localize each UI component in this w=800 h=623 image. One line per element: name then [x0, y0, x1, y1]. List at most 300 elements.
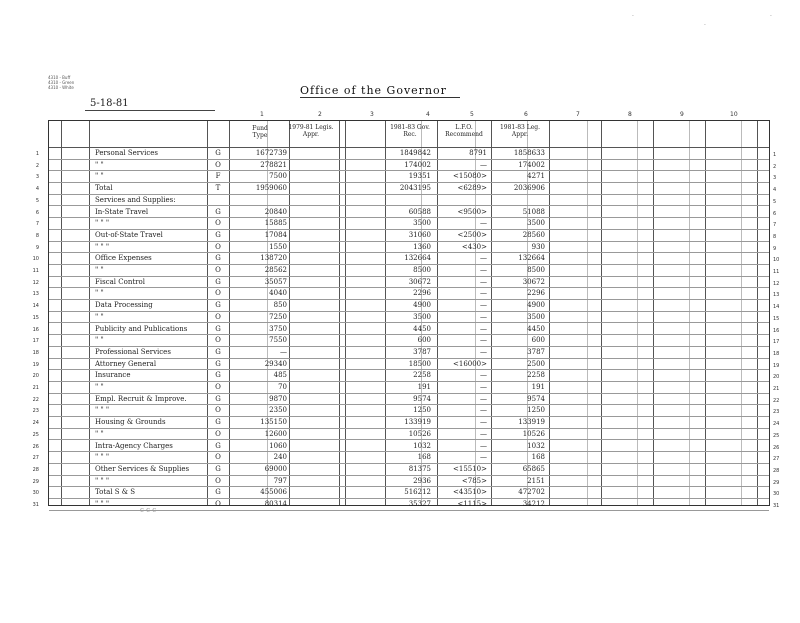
row-legis-appr-79-81: 80314: [264, 500, 287, 508]
row-description: Personal Services: [95, 149, 158, 157]
row-gov-rec-81-83: 174002: [404, 160, 431, 169]
row-fund-type: O: [215, 266, 221, 274]
row-lfo-recommend: —: [480, 347, 487, 356]
row-fund-type: O: [215, 160, 221, 169]
row-fund-type: O: [215, 476, 221, 485]
row-gov-rec-81-83: 191: [417, 383, 431, 391]
row-number: 3: [35, 174, 39, 181]
row-leg-appr-81-83: 1032: [527, 441, 545, 450]
date: 5-18-81: [90, 98, 129, 109]
row-fund-type: O: [215, 429, 221, 438]
row-lfo-recommend: <15080>: [453, 172, 487, 181]
column-number: 3: [370, 111, 374, 118]
row-fund-type: G: [215, 324, 221, 333]
row-description: " ": [95, 312, 104, 321]
row-number-right: 4: [773, 187, 777, 194]
row-lfo-recommend: <16000>: [453, 359, 487, 368]
row-number: 5: [35, 197, 39, 204]
row-number-right: 24: [773, 421, 780, 428]
row-legis-appr-79-81: 7250: [269, 312, 287, 321]
table-row: [35, 195, 777, 207]
row-description: " ": [95, 266, 104, 274]
table-row: [32, 288, 780, 300]
row-number: 10: [32, 256, 39, 263]
column-number: 8: [628, 111, 632, 118]
row-number-right: 11: [773, 269, 780, 275]
row-leg-appr-81-83: 472702: [518, 488, 545, 497]
row-number: 22: [32, 396, 39, 403]
row-leg-appr-81-83: 65865: [522, 464, 545, 473]
row-number-right: 17: [773, 339, 780, 346]
row-leg-appr-81-83: 2500: [527, 359, 545, 368]
row-legis-appr-79-81: 28562: [264, 266, 287, 274]
row-number-right: 8: [773, 233, 777, 240]
row-fund-type: O: [215, 242, 221, 251]
row-gov-rec-81-83: 1360: [413, 242, 431, 251]
column-number: 2: [318, 111, 322, 118]
header-col2: 1981-83 Gov. Rec.: [390, 124, 430, 138]
table-row: [32, 300, 780, 312]
row-number: 13: [32, 291, 39, 298]
row-number: 2: [35, 162, 39, 169]
row-lfo-recommend: —: [480, 312, 487, 321]
header-fund-type: Fund Type: [252, 125, 268, 139]
row-lfo-recommend: —: [480, 301, 487, 310]
row-gov-rec-81-83: 1250: [413, 406, 431, 415]
table-row: [32, 499, 780, 511]
row-lfo-recommend: —: [480, 160, 487, 169]
table-row: [32, 324, 780, 336]
row-gov-rec-81-83: 516212: [404, 488, 431, 497]
row-legis-appr-79-81: 485: [273, 371, 287, 380]
row-number-right: 19: [773, 362, 780, 369]
row-leg-appr-81-83: 174002: [518, 160, 545, 169]
form-code: 4310 - Green: [48, 80, 75, 85]
row-leg-appr-81-83: 3500: [527, 219, 545, 228]
row-legis-appr-79-81: 70: [278, 383, 287, 391]
form-codes: [48, 75, 74, 90]
row-number: 19: [32, 361, 39, 368]
row-number: 29: [32, 478, 39, 485]
row-number: 18: [32, 349, 39, 356]
row-fund-type: G: [215, 441, 221, 450]
row-description: " ": [95, 289, 104, 298]
column-number: 9: [680, 111, 684, 118]
column-number: 5: [470, 111, 474, 118]
row-legis-appr-79-81: 138720: [260, 254, 287, 263]
row-fund-type: G: [215, 149, 221, 157]
row-number: 27: [32, 455, 39, 462]
row-leg-appr-81-83: 8500: [527, 266, 545, 274]
row-lfo-recommend: —: [480, 441, 487, 450]
table-row: [32, 382, 780, 394]
row-lfo-recommend: <15510>: [453, 464, 487, 473]
header-col4: 1981-83 Leg. Appr.: [499, 124, 541, 138]
row-number: 28: [32, 466, 39, 473]
row-gov-rec-81-83: 1032: [413, 441, 431, 450]
row-fund-type: G: [215, 230, 221, 239]
row-legis-appr-79-81: 1672739: [255, 149, 287, 157]
table-row: [32, 277, 780, 289]
row-number: 26: [32, 443, 39, 450]
table-row: [32, 487, 780, 499]
row-leg-appr-81-83: 4900: [527, 301, 545, 310]
row-lfo-recommend: —: [480, 394, 487, 403]
header-col3: L.F.O. Recommend: [445, 124, 483, 138]
row-fund-type: G: [215, 254, 221, 263]
row-leg-appr-81-83: 1250: [527, 406, 545, 415]
row-gov-rec-81-83: 9574: [413, 394, 431, 403]
row-lfo-recommend: <1115>: [457, 500, 487, 508]
row-leg-appr-81-83: 3787: [527, 347, 545, 356]
row-description: " " ": [95, 476, 110, 485]
row-legis-appr-79-81: 35057: [264, 277, 287, 286]
row-fund-type: O: [215, 312, 221, 321]
table-row: [32, 452, 780, 464]
table-row: [32, 335, 780, 347]
row-number-right: 1: [773, 152, 777, 158]
row-fund-type: O: [215, 406, 221, 415]
row-description: Out-of-State Travel: [95, 230, 163, 239]
table-row: [35, 183, 777, 195]
row-description: Professional Services: [95, 347, 171, 356]
row-fund-type: O: [215, 219, 221, 228]
row-gov-rec-81-83: 2296: [413, 289, 431, 298]
row-fund-type: G: [215, 359, 221, 368]
row-number: 11: [32, 268, 39, 274]
row-number-right: 13: [773, 292, 780, 299]
row-lfo-recommend: —: [480, 289, 487, 298]
table-row: [32, 394, 780, 406]
row-lfo-recommend: <43510>: [453, 488, 487, 497]
row-gov-rec-81-83: 35327: [408, 500, 431, 508]
row-leg-appr-81-83: 34212: [522, 500, 545, 508]
table-row: [32, 417, 780, 429]
row-description: In-State Travel: [95, 207, 149, 216]
row-lfo-recommend: <6289>: [457, 184, 487, 193]
row-lfo-recommend: 8791: [469, 149, 487, 157]
row-leg-appr-81-83: 3500: [527, 312, 545, 321]
column-number: 10: [730, 111, 738, 118]
row-leg-appr-81-83: 2036906: [513, 184, 545, 193]
row-legis-appr-79-81: 1550: [269, 242, 287, 251]
row-description: Fiscal Control: [95, 277, 145, 286]
row-gov-rec-81-83: 3500: [413, 312, 431, 321]
row-fund-type: G: [215, 301, 221, 310]
row-lfo-recommend: <2500>: [457, 230, 487, 239]
row-leg-appr-81-83: 600: [531, 336, 545, 345]
form-code: 4310 - White: [48, 85, 74, 90]
row-number: 23: [32, 408, 39, 415]
row-number-right: 16: [773, 327, 780, 334]
row-number-right: 6: [773, 210, 777, 217]
row-lfo-recommend: <785>: [461, 476, 487, 485]
row-legis-appr-79-81: 455006: [260, 488, 287, 497]
row-leg-appr-81-83: 930: [531, 242, 545, 251]
row-number-right: 20: [773, 374, 780, 381]
row-description: " ": [95, 383, 104, 391]
row-fund-type: G: [215, 347, 221, 356]
row-legis-appr-79-81: 9870: [269, 394, 287, 403]
row-number: 30: [32, 490, 39, 497]
row-gov-rec-81-83: 81375: [408, 464, 431, 473]
row-leg-appr-81-83: 30672: [522, 277, 545, 286]
row-leg-appr-81-83: 4271: [527, 172, 545, 181]
row-number: 16: [32, 326, 39, 333]
row-number: 8: [35, 232, 39, 239]
row-number: 17: [32, 338, 39, 345]
table-row: [35, 160, 777, 172]
table-row: [32, 370, 780, 382]
row-number-right: 25: [773, 432, 780, 439]
row-number: 21: [32, 385, 39, 391]
table-row: [32, 253, 780, 265]
row-gov-rec-81-83: 2258: [413, 371, 431, 380]
row-leg-appr-81-83: 132664: [518, 254, 545, 263]
row-number-right: 23: [773, 409, 780, 416]
stray-mark: ·: [704, 22, 706, 29]
row-fund-type: G: [215, 394, 221, 403]
row-legis-appr-79-81: 29340: [264, 359, 287, 368]
table-row: [32, 429, 780, 441]
row-fund-type: F: [215, 172, 221, 181]
row-fund-type: G: [215, 488, 221, 497]
row-gov-rec-81-83: 3787: [413, 347, 431, 356]
row-gov-rec-81-83: 8500: [413, 266, 431, 274]
row-number: 25: [32, 431, 39, 438]
row-gov-rec-81-83: 600: [417, 336, 431, 345]
row-number-right: 29: [773, 479, 780, 486]
row-lfo-recommend: —: [480, 277, 487, 286]
row-leg-appr-81-83: 10526: [522, 429, 545, 438]
row-number: 12: [32, 279, 39, 286]
row-lfo-recommend: —: [480, 336, 487, 345]
stray-mark: ·: [770, 13, 772, 20]
row-lfo-recommend: —: [480, 219, 487, 228]
row-description: Intra-Agency Charges: [95, 441, 173, 450]
row-legis-appr-79-81: 797: [273, 476, 287, 485]
table-row: [32, 405, 780, 417]
column-number: 7: [576, 111, 580, 118]
row-gov-rec-81-83: 10526: [408, 429, 431, 438]
row-description: Publicity and Publications: [95, 324, 188, 333]
row-description: Other Services & Supplies: [95, 464, 190, 473]
row-legis-appr-79-81: 240: [273, 453, 287, 462]
row-description: " " ": [95, 242, 110, 251]
row-leg-appr-81-83: 133919: [518, 418, 545, 427]
row-gov-rec-81-83: 4900: [413, 301, 431, 310]
row-legis-appr-79-81: 12600: [264, 429, 287, 438]
row-lfo-recommend: —: [480, 453, 487, 462]
row-fund-type: O: [215, 336, 221, 345]
page-title: Office of the Governor: [300, 84, 447, 97]
row-leg-appr-81-83: 4450: [527, 324, 545, 333]
table-row: [32, 359, 780, 371]
row-fund-type: O: [215, 453, 221, 462]
row-gov-rec-81-83: 3500: [413, 219, 431, 228]
row-lfo-recommend: —: [480, 266, 487, 274]
row-number-right: 7: [773, 222, 777, 229]
row-gov-rec-81-83: 19351: [408, 172, 431, 181]
row-number-right: 10: [773, 257, 780, 264]
row-legis-appr-79-81: —: [280, 347, 287, 356]
row-legis-appr-79-81: 1060: [269, 441, 287, 450]
row-number-right: 15: [773, 315, 780, 322]
row-legis-appr-79-81: 7500: [269, 172, 287, 181]
row-legis-appr-79-81: 7550: [269, 336, 287, 345]
table-row: [32, 265, 780, 277]
row-legis-appr-79-81: 2350: [269, 406, 287, 415]
ledger-table: [32, 120, 780, 509]
row-lfo-recommend: —: [480, 383, 487, 391]
row-fund-type: O: [215, 383, 221, 391]
row-number-right: 30: [773, 491, 780, 498]
row-gov-rec-81-83: 30672: [408, 277, 431, 286]
row-number-right: 26: [773, 444, 780, 451]
row-number: 20: [32, 373, 39, 380]
row-description: Office Expenses: [95, 254, 152, 263]
stray-mark: ·: [632, 13, 634, 20]
row-leg-appr-81-83: 1858633: [513, 149, 545, 157]
row-lfo-recommend: <430>: [461, 242, 487, 251]
row-number: 31: [32, 502, 39, 508]
row-fund-type: G: [215, 371, 221, 380]
row-description: Insurance: [95, 371, 131, 380]
table-row: [32, 347, 780, 359]
row-description: " ": [95, 172, 104, 181]
row-lfo-recommend: —: [480, 254, 487, 263]
row-lfo-recommend: —: [480, 429, 487, 438]
table-row: [35, 230, 777, 242]
row-fund-type: O: [215, 500, 221, 508]
row-number-right: 3: [773, 175, 777, 182]
row-leg-appr-81-83: 2296: [527, 289, 545, 298]
row-number: 24: [32, 420, 39, 427]
row-gov-rec-81-83: 168: [417, 453, 431, 462]
row-number: 4: [35, 186, 39, 193]
row-legis-appr-79-81: 3750: [269, 324, 287, 333]
row-fund-type: T: [215, 184, 221, 193]
row-fund-type: G: [215, 277, 221, 286]
row-number: 14: [32, 303, 39, 310]
row-leg-appr-81-83: 191: [531, 383, 545, 391]
row-fund-type: O: [215, 289, 221, 298]
row-description: " " ": [95, 406, 110, 415]
row-number-right: 14: [773, 304, 780, 311]
column-number: 1: [260, 111, 264, 118]
row-leg-appr-81-83: 2258: [527, 371, 545, 380]
row-gov-rec-81-83: 60588: [408, 207, 431, 216]
table-row: [32, 464, 780, 476]
row-gov-rec-81-83: 2043195: [399, 184, 431, 193]
row-description: Attorney General: [95, 359, 157, 368]
row-description: Empl. Recruit & Improve.: [95, 394, 187, 403]
row-number-right: 22: [773, 397, 780, 404]
row-number-right: 28: [773, 467, 780, 474]
row-fund-type: G: [215, 464, 221, 473]
row-fund-type: G: [215, 207, 221, 216]
row-legis-appr-79-81: 69000: [264, 464, 287, 473]
row-description: " ": [95, 336, 104, 345]
row-leg-appr-81-83: 2151: [527, 476, 545, 485]
row-legis-appr-79-81: 4040: [269, 289, 287, 298]
row-lfo-recommend: <9500>: [457, 207, 487, 216]
table-row: [35, 148, 777, 160]
row-description: Total: [95, 184, 113, 193]
table-row: [35, 218, 777, 230]
row-gov-rec-81-83: 18500: [408, 359, 431, 368]
row-lfo-recommend: —: [480, 324, 487, 333]
row-number-right: 5: [773, 198, 777, 205]
row-number-right: 27: [773, 456, 780, 463]
row-legis-appr-79-81: 20840: [264, 207, 287, 216]
title-underline: [300, 97, 460, 98]
row-description: " " ": [95, 500, 110, 508]
row-legis-appr-79-81: 135150: [260, 418, 287, 427]
table-row: [32, 312, 780, 324]
row-legis-appr-79-81: 15885: [264, 219, 287, 228]
column-number: 4: [426, 111, 430, 118]
row-description: Total S & S: [95, 488, 136, 497]
row-legis-appr-79-81: 1959060: [255, 184, 287, 193]
row-number-right: 12: [773, 280, 780, 287]
row-number-right: 31: [773, 503, 780, 509]
form-code: 4310 - Buff: [48, 75, 71, 80]
row-number: 15: [32, 314, 39, 321]
row-gov-rec-81-83: 1849842: [399, 149, 431, 157]
row-number: 7: [35, 221, 39, 228]
row-description: " " ": [95, 219, 110, 228]
column-number: 6: [524, 111, 528, 118]
row-legis-appr-79-81: 278821: [260, 160, 287, 169]
row-number-right: 2: [773, 163, 777, 170]
table-row: [32, 441, 780, 453]
row-gov-rec-81-83: 133919: [404, 418, 431, 427]
row-description: " ": [95, 429, 104, 438]
table-row: [35, 207, 777, 219]
row-description: " ": [95, 160, 104, 169]
row-leg-appr-81-83: 168: [531, 453, 545, 462]
row-lfo-recommend: —: [480, 371, 487, 380]
row-number: 6: [35, 209, 39, 216]
row-gov-rec-81-83: 4450: [413, 324, 431, 333]
row-gov-rec-81-83: 31060: [408, 230, 431, 239]
row-leg-appr-81-83: 51088: [522, 207, 545, 216]
row-number-right: 21: [773, 386, 780, 392]
row-leg-appr-81-83: 28560: [522, 230, 545, 239]
table-row: [32, 476, 780, 488]
row-lfo-recommend: —: [480, 418, 487, 427]
row-number: 9: [35, 244, 39, 251]
row-number-right: 18: [773, 350, 780, 357]
row-description: Housing & Grounds: [95, 418, 166, 427]
header-col1: 1979-81 Legis. Appr.: [288, 124, 334, 138]
table-row: [35, 171, 777, 183]
table-row: [35, 242, 777, 254]
row-lfo-recommend: —: [480, 406, 487, 415]
row-legis-appr-79-81: 850: [273, 301, 287, 310]
footer-marks: c c c: [140, 506, 157, 514]
row-description: Data Processing: [95, 301, 153, 310]
row-description: Services and Supplies:: [95, 195, 176, 204]
row-gov-rec-81-83: 132664: [404, 254, 431, 263]
row-leg-appr-81-83: 9574: [527, 394, 545, 403]
row-number: 1: [35, 151, 39, 157]
row-fund-type: G: [215, 418, 221, 427]
row-number-right: 9: [773, 245, 777, 252]
row-legis-appr-79-81: 17084: [264, 230, 287, 239]
row-description: " " ": [95, 453, 110, 462]
